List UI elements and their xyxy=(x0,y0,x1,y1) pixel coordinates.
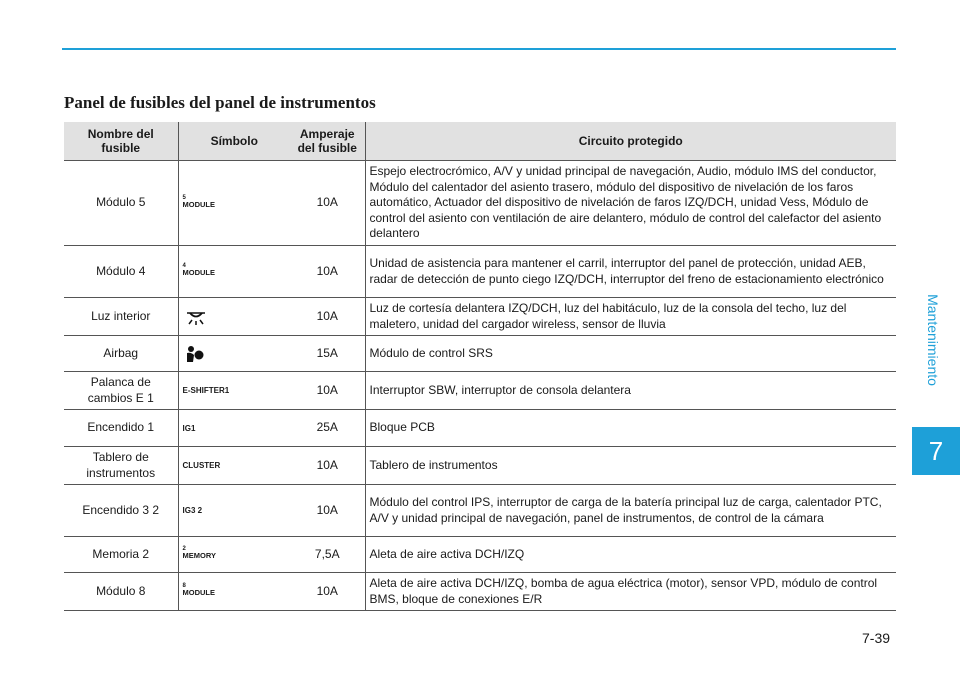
fuse-circuit: Bloque PCB xyxy=(365,410,896,447)
chapter-tab: 7 xyxy=(912,427,960,475)
fuse-amperage: 10A xyxy=(290,485,365,537)
fuse-circuit: Unidad de asistencia para mantener el carril, interruptor del panel de protección, unidad AEB, radar de detección de punto ciego IZQ/DCH, interruptor del freno de estacionamiento electrónico xyxy=(365,246,896,298)
fuse-amperage: 10A xyxy=(290,246,365,298)
fuse-symbol xyxy=(178,372,290,410)
section-title: Panel de fusibles del panel de instrumentos xyxy=(64,93,376,112)
fuse-amperage: 10A xyxy=(290,298,365,336)
fuse-amperage: 10A xyxy=(290,573,365,611)
fuse-name: Memoria 2 xyxy=(64,537,178,573)
chapter-side-label-text: Mantenimiento xyxy=(925,294,942,386)
fuse-amperage: 15A xyxy=(290,336,365,372)
fuse-amperage: 25A xyxy=(290,410,365,447)
fuse-amperage: 7,5A xyxy=(290,537,365,573)
fuse-name: Encendido 1 xyxy=(64,410,178,447)
fuse-symbol xyxy=(178,298,290,336)
fuse-symbol xyxy=(178,410,290,447)
symbol-label: CLUSTER xyxy=(182,461,221,471)
symbol-label: E-SHIFTER1 xyxy=(182,386,230,396)
table-row xyxy=(64,573,896,611)
fuse-name: Airbag xyxy=(64,336,178,372)
symbol-label: 4 MODULE xyxy=(182,263,215,278)
table-row xyxy=(64,447,896,485)
fuse-name: Módulo 4 xyxy=(64,246,178,298)
interior-lamp-icon xyxy=(183,309,209,325)
fuse-amperage: 10A xyxy=(290,447,365,485)
fuse-table xyxy=(64,122,896,611)
symbol-label: IG3 2 xyxy=(182,506,203,516)
page-number: 7-39 xyxy=(862,630,891,646)
fuse-circuit: Aleta de aire activa DCH/IZQ, bomba de agua eléctrica (motor), sensor VPD, módulo de control BMS, bloque de conexiones E/R xyxy=(365,573,896,611)
chapter-side-label xyxy=(922,260,944,420)
fuse-symbol xyxy=(178,336,290,372)
fuse-circuit: Luz de cortesía delantera IZQ/DCH, luz del habitáculo, luz de la consola del techo, luz del maletero, unidad del cargador wireless, sensor de lluvia xyxy=(365,298,896,336)
symbol-label: IG1 xyxy=(182,423,196,433)
fuse-name: Tablero de instrumentos xyxy=(64,447,178,485)
table-row xyxy=(64,410,896,447)
fuse-circuit: Interruptor SBW, interruptor de consola delantera xyxy=(365,372,896,410)
fuse-name: Luz interior xyxy=(64,298,178,336)
fuse-symbol xyxy=(178,485,290,537)
fuse-symbol xyxy=(178,246,290,298)
table-row xyxy=(64,246,896,298)
table-row xyxy=(64,336,896,372)
symbol-label: 2 MEMORY xyxy=(182,546,216,561)
table-row xyxy=(64,485,896,537)
header-symbol: Símbolo xyxy=(178,122,290,161)
fuse-circuit: Aleta de aire activa DCH/IZQ xyxy=(365,537,896,573)
fuse-name: Módulo 5 xyxy=(64,161,178,246)
top-rule xyxy=(62,48,896,50)
airbag-icon xyxy=(183,345,205,363)
symbol-label: 8 MODULE xyxy=(182,583,215,598)
fuse-symbol xyxy=(178,537,290,573)
header-fuse-name: Nombre del fusible xyxy=(64,122,178,161)
symbol-label: 5 MODULE xyxy=(182,194,215,209)
table-row xyxy=(64,161,896,246)
table-header-row xyxy=(64,122,896,161)
table-row xyxy=(64,372,896,410)
fuse-symbol xyxy=(178,161,290,246)
fuse-name: Palanca de cambios E 1 xyxy=(64,372,178,410)
fuse-circuit: Tablero de instrumentos xyxy=(365,447,896,485)
fuse-circuit: Módulo de control SRS xyxy=(365,336,896,372)
table-row xyxy=(64,537,896,573)
fuse-name: Módulo 8 xyxy=(64,573,178,611)
fuse-circuit: Espejo electrocrómico, A/V y unidad principal de navegación, Audio, módulo IMS del conductor, Módulo del calentador del asiento trasero, módulo del dispositivo de nivelación de los faros automático, Actuador del dispositivo de nivelación de faros IZQ/DCH, unidad Vess, Módulo de control del asiento con ventilación de aire delantero, módulo de control del calefactor del asiento delantero xyxy=(365,161,896,246)
fuse-amperage: 10A xyxy=(290,372,365,410)
header-amperage: Amperaje del fusible xyxy=(290,122,365,161)
fuse-name: Encendido 3 2 xyxy=(64,485,178,537)
fuse-circuit: Módulo del control IPS, interruptor de carga de la batería principal luz de carga, calentador PTC, A/V y unidad principal de navegación, panel de instrumentos, de control de la cámara xyxy=(365,485,896,537)
header-circuit: Circuito protegido xyxy=(365,122,896,161)
table-row xyxy=(64,298,896,336)
fuse-amperage: 10A xyxy=(290,161,365,246)
fuse-symbol xyxy=(178,573,290,611)
fuse-symbol xyxy=(178,447,290,485)
